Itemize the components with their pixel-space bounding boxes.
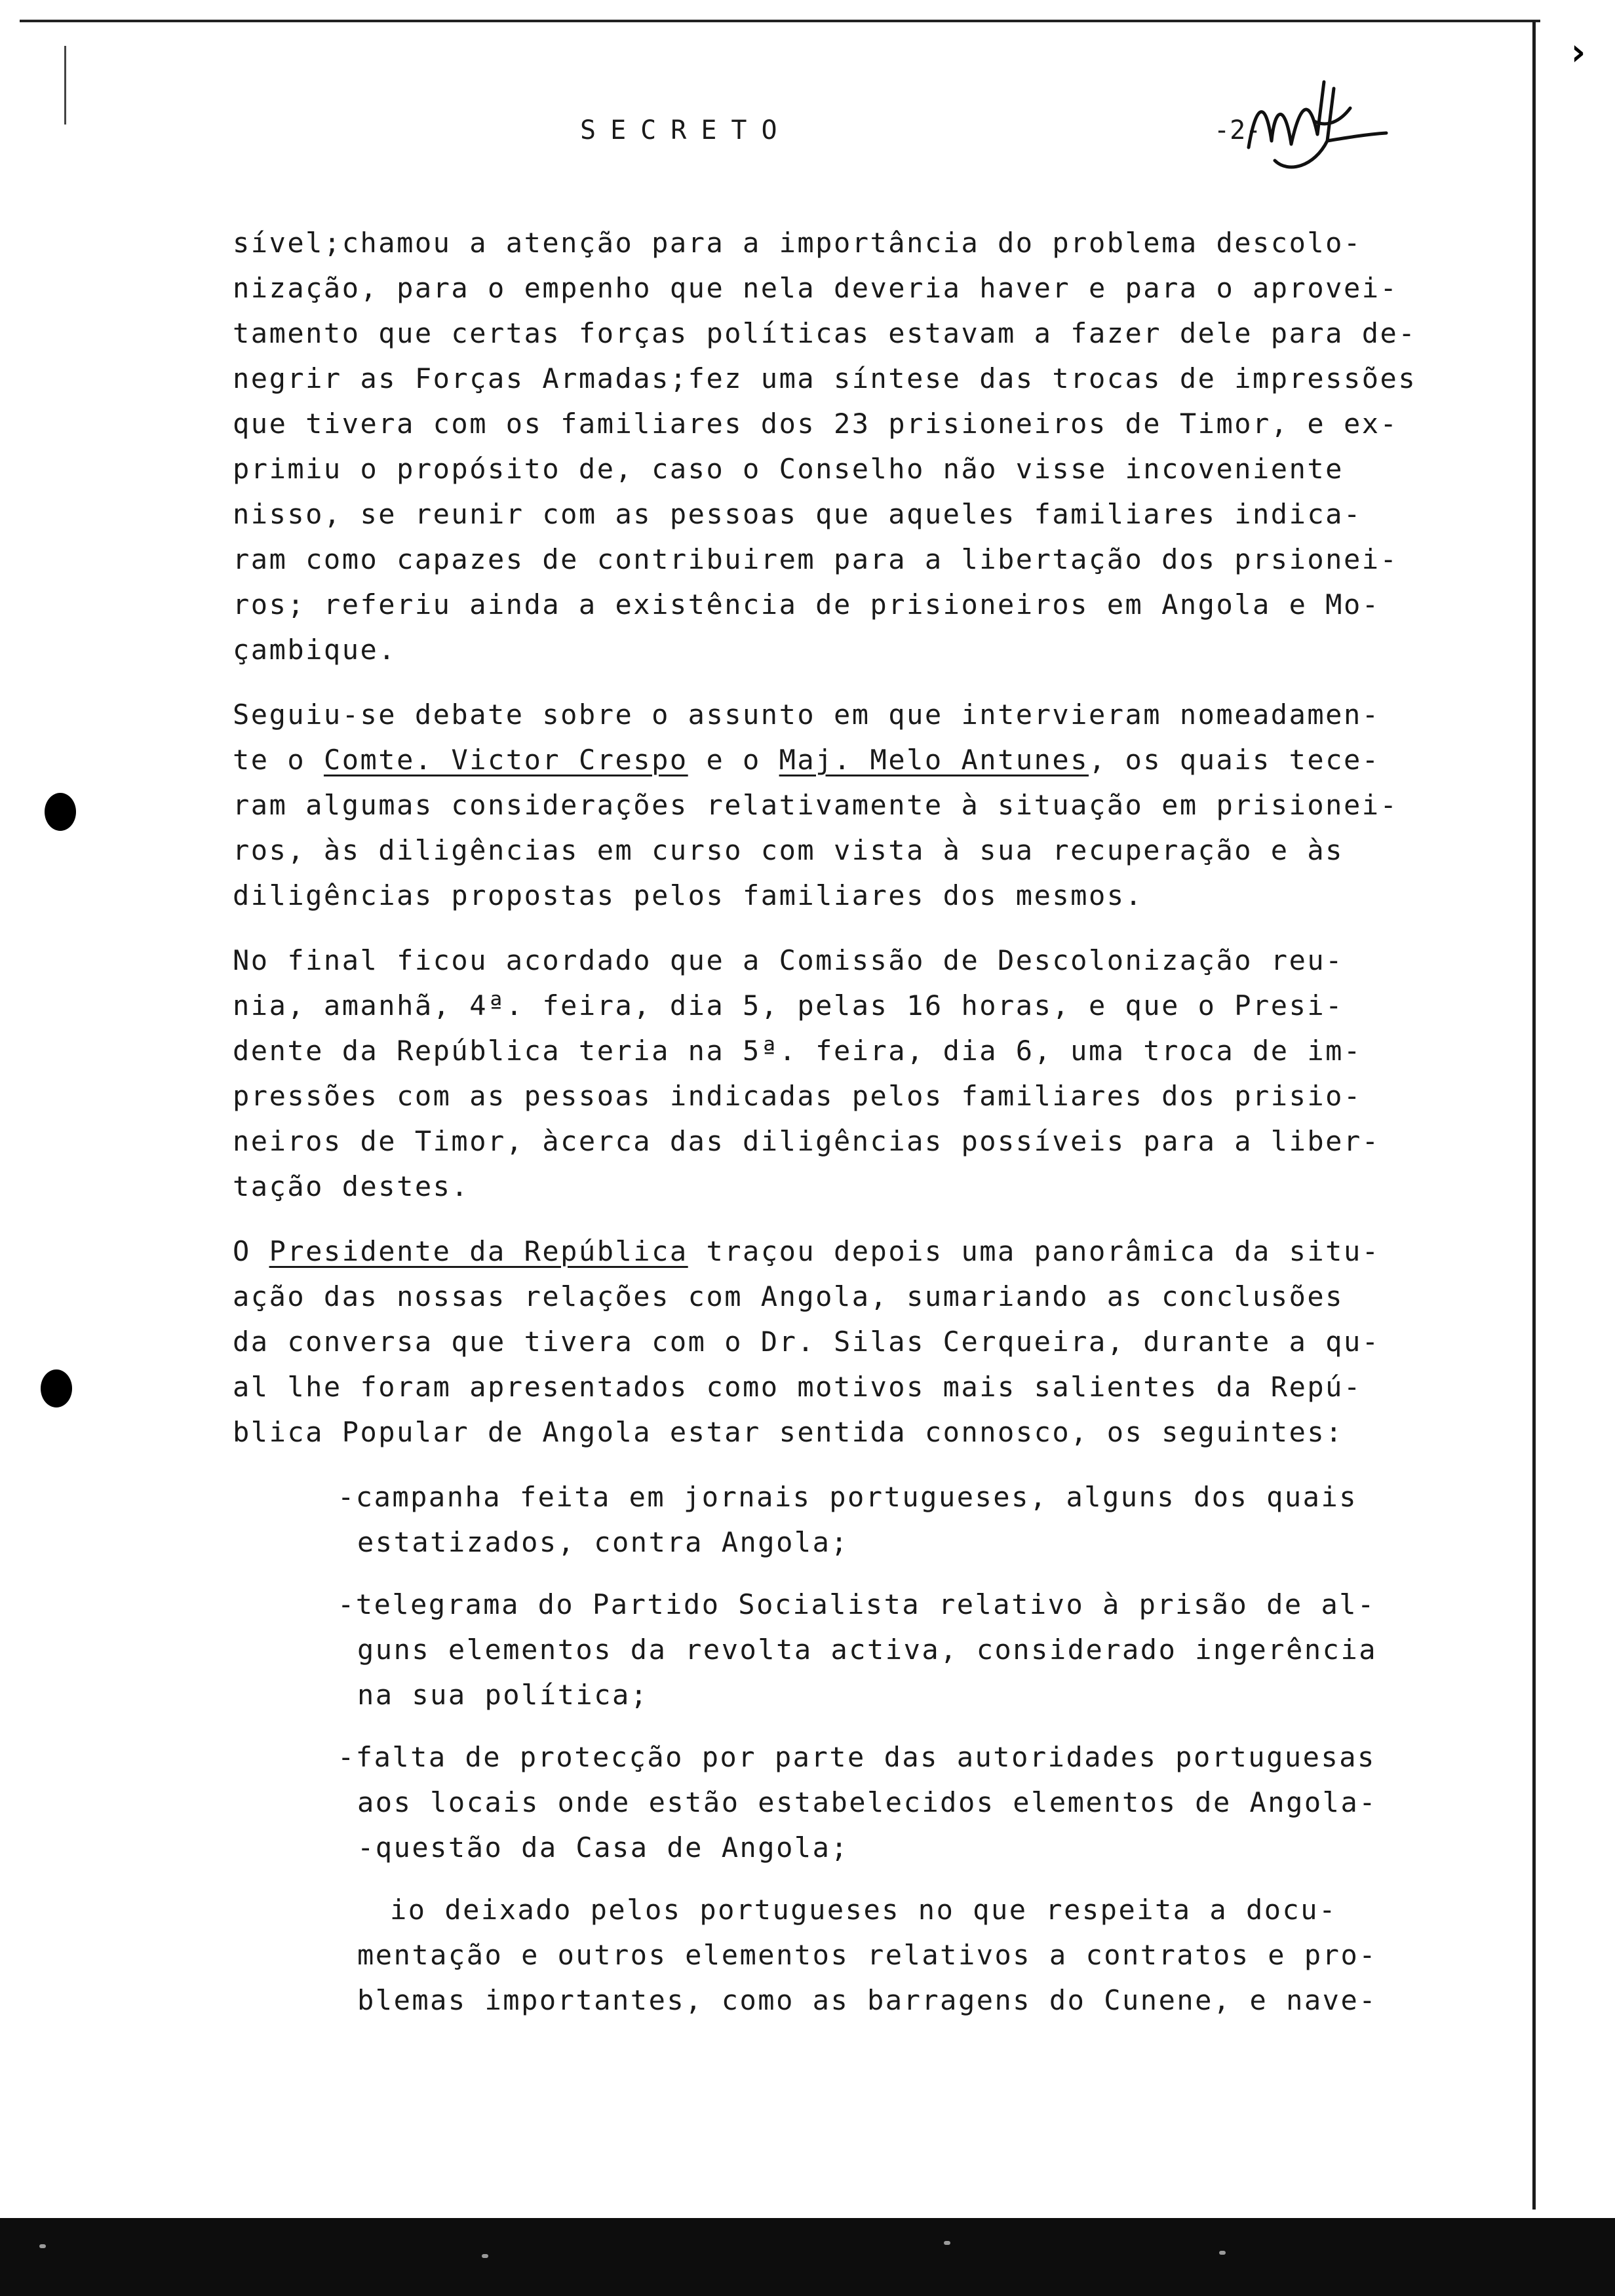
text-line: da conversa que tivera com o Dr. Silas Cerqueira, durante a qu- bbox=[233, 1326, 1380, 1358]
text-line: -telegrama do Partido Socialista relativo à prisão de al- bbox=[338, 1588, 1376, 1620]
text-line: io deixado pelos portugueses no que respeita a docu- bbox=[390, 1894, 1337, 1926]
paragraph-president-angola bbox=[233, 1229, 1426, 1455]
page-number: -2- bbox=[1214, 115, 1262, 145]
text-line: na sua política; bbox=[357, 1679, 649, 1711]
text-fragment: , os quais tece- bbox=[1088, 744, 1380, 776]
text-line: ros; referiu ainda a existência de prisioneiros em Angola e Mo- bbox=[233, 588, 1380, 621]
scan-speck bbox=[39, 2244, 46, 2248]
text-line: estatizados, contra Angola; bbox=[357, 1526, 849, 1558]
underlined-president: Presidente da República bbox=[269, 1235, 688, 1267]
text-line: Seguiu-se debate sobre o assunto em que intervieram nomeadamen- bbox=[233, 698, 1380, 731]
text-line: nisso, se reunir com as pessoas que aqueles familiares indica- bbox=[233, 498, 1362, 530]
text-line: nia, amanhã, 4ª. feira, dia 5, pelas 16 horas, e que o Presi- bbox=[233, 989, 1344, 1022]
text-line bbox=[233, 1229, 1426, 1274]
grievance-list bbox=[338, 1474, 1426, 2023]
text-line: nização, para o empenho que nela deveria haver e para o aprovei- bbox=[233, 272, 1399, 304]
bottom-scan-band bbox=[0, 2218, 1615, 2296]
text-fragment: traçou depois uma panorâmica da situ- bbox=[688, 1235, 1380, 1267]
text-line: No final ficou acordado que a Comissão de Descolonização reu- bbox=[233, 944, 1344, 976]
scan-speck bbox=[1219, 2251, 1226, 2255]
scan-speck bbox=[482, 2254, 488, 2258]
text-line: -questão da Casa de Angola; bbox=[357, 1831, 849, 1864]
text-line: pressões com as pessoas indicadas pelos familiares dos prisio- bbox=[233, 1080, 1362, 1112]
text-line: -campanha feita em jornais portugueses, alguns dos quais bbox=[338, 1481, 1358, 1513]
paragraph-debate bbox=[233, 692, 1426, 918]
text-line: aos locais onde estão estabelecidos elementos de Angola- bbox=[357, 1786, 1378, 1818]
list-item bbox=[338, 1734, 1426, 1870]
underlined-name-victor-crespo: Comte. Victor Crespo bbox=[323, 744, 688, 776]
classification-header: SECRETO bbox=[580, 115, 792, 145]
text-line: neiros de Timor, àcerca das diligências possíveis para a liber- bbox=[233, 1125, 1380, 1157]
paragraph-agreement bbox=[233, 938, 1426, 1209]
list-item bbox=[338, 1474, 1426, 1565]
text-line: mentação e outros elementos relativos a contratos e pro- bbox=[357, 1939, 1378, 1971]
text-line bbox=[233, 737, 1426, 782]
scan-speck bbox=[944, 2241, 950, 2245]
memo-body bbox=[233, 220, 1426, 2040]
text-fragment: e o bbox=[688, 744, 779, 776]
text-line: ram algumas considerações relativamente à situação em prisionei- bbox=[233, 789, 1399, 821]
text-line: tação destes. bbox=[233, 1170, 470, 1202]
text-line: guns elementos da revolta activa, considerado ingerência bbox=[357, 1634, 1378, 1666]
left-scan-mark bbox=[64, 46, 66, 124]
punch-hole-icon bbox=[41, 1369, 72, 1407]
corner-scan-mark-icon: › bbox=[1566, 29, 1589, 74]
text-line: tamento que certas forças políticas estavam a fazer dele para de- bbox=[233, 317, 1417, 349]
text-line: que tivera com os familiares dos 23 prisioneiros de Timor, e ex- bbox=[233, 408, 1399, 440]
text-line: sível;chamou a atenção para a importância do problema descolo- bbox=[233, 227, 1362, 259]
handwritten-initials-icon bbox=[1236, 69, 1393, 180]
punch-hole-icon bbox=[45, 793, 76, 831]
list-item bbox=[338, 1582, 1426, 1717]
text-line: ação das nossas relações com Angola, sumariando as conclusões bbox=[233, 1280, 1344, 1312]
text-line: diligências propostas pelos familiares dos mesmos. bbox=[233, 879, 1144, 911]
text-line: dente da República teria na 5ª. feira, dia 6, uma troca de im- bbox=[233, 1035, 1362, 1067]
text-fragment: te o bbox=[233, 744, 324, 776]
text-line: ram como capazes de contribuirem para a libertação dos prsionei- bbox=[233, 543, 1399, 575]
underlined-name-melo-antunes: Maj. Melo Antunes bbox=[779, 744, 1089, 776]
text-line: çambique. bbox=[233, 634, 397, 666]
text-line: ros, às diligências em curso com vista à sua recuperação e às bbox=[233, 834, 1344, 866]
right-scan-rule bbox=[1532, 21, 1536, 2210]
text-line: al lhe foram apresentados como motivos mais salientes da Repú- bbox=[233, 1371, 1362, 1403]
text-line: primiu o propósito de, caso o Conselho não visse incoveniente bbox=[233, 453, 1344, 485]
text-line: blica Popular de Angola estar sentida connosco, os seguintes: bbox=[233, 1416, 1344, 1448]
text-line: -falta de protecção por parte das autoridades portuguesas bbox=[338, 1741, 1376, 1773]
top-scan-rule bbox=[20, 20, 1540, 22]
paragraph-council-discussion bbox=[233, 220, 1426, 672]
text-line: blemas importantes, como as barragens do Cunene, e nave- bbox=[357, 1984, 1378, 2016]
list-item-partial bbox=[338, 1887, 1426, 2023]
text-line: negrir as Forças Armadas;fez uma síntese das trocas de impressões bbox=[233, 362, 1417, 394]
text-fragment: O bbox=[233, 1235, 269, 1267]
